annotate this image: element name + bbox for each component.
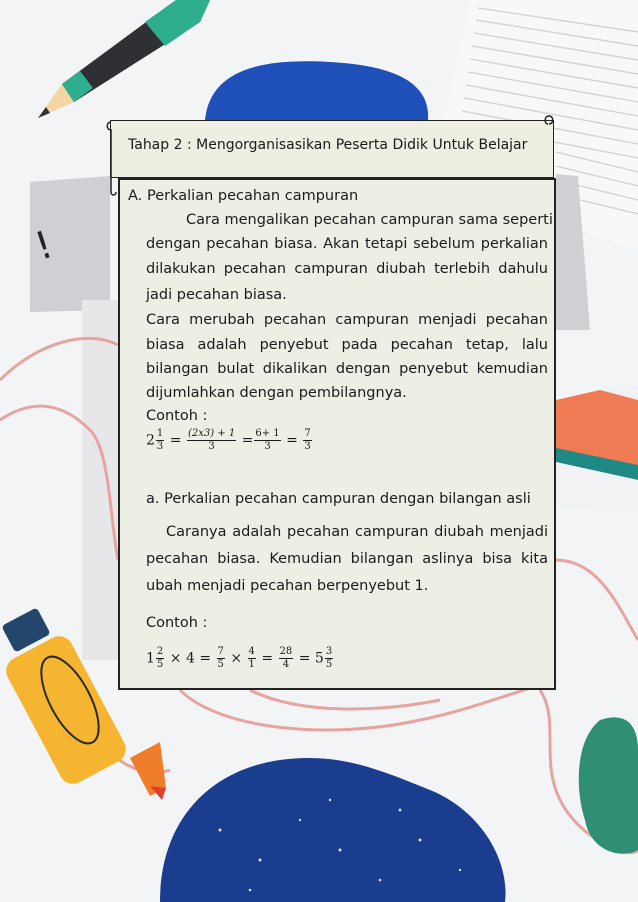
eraser-illustration — [556, 385, 638, 510]
scroll-curl-right-icon — [540, 110, 560, 130]
para1-line1: Cara mengalikan pecahan campuran sama seperti — [186, 212, 553, 228]
ex1-fraction-3: $\frac{6+ 1}{3}$ — [255, 428, 280, 452]
ex1-equals-3: = — [286, 432, 298, 449]
ex2-four: 4 — [185, 650, 195, 667]
blue-blob — [205, 61, 428, 120]
ex2-equals-1: = — [199, 650, 212, 667]
para1-line4: jadi pecahan biasa. — [146, 287, 287, 303]
ex2-whole-5: 5 — [314, 650, 324, 667]
para1-line3: dilakukan pecahan campuran diubah terlebih dahulu — [146, 261, 548, 277]
ex2-times-2: × — [230, 650, 243, 667]
section-a-label: A. — [128, 188, 143, 204]
para1-line2: dengan pecahan biasa. Akan tetapi sebelum perkalian — [146, 236, 548, 252]
ex2-times-1: × — [169, 650, 182, 667]
ex2-equals-3: = — [298, 650, 311, 667]
ex2-fraction-1: $\frac{2}{5}$ — [156, 646, 164, 670]
para2-line4: dijumlahkan dengan pembilangnya. — [146, 385, 407, 401]
page-title: Tahap 2 : Mengorganisasikan Peserta Didik Untuk Belajar — [128, 137, 528, 153]
subsection-para-line3: ubah menjadi pecahan berpenyebut 1. — [146, 578, 429, 594]
ex1-fraction-4: $\frac{7}{3}$ — [304, 428, 311, 452]
example-label-1: Contoh : — [146, 408, 208, 424]
example-label-2: Contoh : — [146, 615, 208, 631]
subsection-para-line1: Caranya adalah pecahan campuran diubah menjadi — [166, 524, 548, 540]
ex2-fraction-3: $\frac{4}{1}$ — [248, 646, 255, 670]
para2-line3: bilangan bulat dikalikan dengan penyebut kemudian — [146, 361, 548, 377]
ex1-fraction-1: $\frac{1}{3}$ — [156, 428, 164, 452]
ex2-whole-1: 1 — [146, 650, 155, 667]
navy-blob — [160, 758, 506, 902]
subsection-a-heading: a. Perkalian pecahan campuran dengan bilangan asli — [146, 491, 531, 507]
example1-equation — [146, 428, 313, 453]
ex2-fraction-5: $\frac{3}{5}$ — [325, 646, 333, 670]
exclamation-mark: ! — [29, 222, 58, 269]
ex1-equals-2: = — [241, 432, 254, 449]
para2-line2: biasa adalah penyebut pada pecahan tetap, lalu — [146, 337, 548, 353]
ex1-whole: 2 — [146, 432, 155, 449]
ex1-equals-1: = — [169, 432, 182, 449]
ex2-fraction-2: $\frac{7}{5}$ — [217, 646, 224, 670]
pencil-illustration — [38, 0, 210, 118]
section-a-heading: Perkalian pecahan campuran — [147, 188, 359, 204]
example2-equation — [146, 646, 334, 671]
para2-line1: Cara merubah pecahan campuran menjadi pecahan — [146, 312, 548, 328]
ex2-fraction-4: $\frac{28}{4}$ — [279, 646, 293, 670]
subsection-para-line2: pecahan biasa. Kemudian bilangan aslinya bisa kita — [146, 551, 548, 567]
ex1-fraction-2: $\frac{(2x3) + 1}{3}$ — [187, 428, 236, 452]
ex2-equals-2: = — [261, 650, 274, 667]
